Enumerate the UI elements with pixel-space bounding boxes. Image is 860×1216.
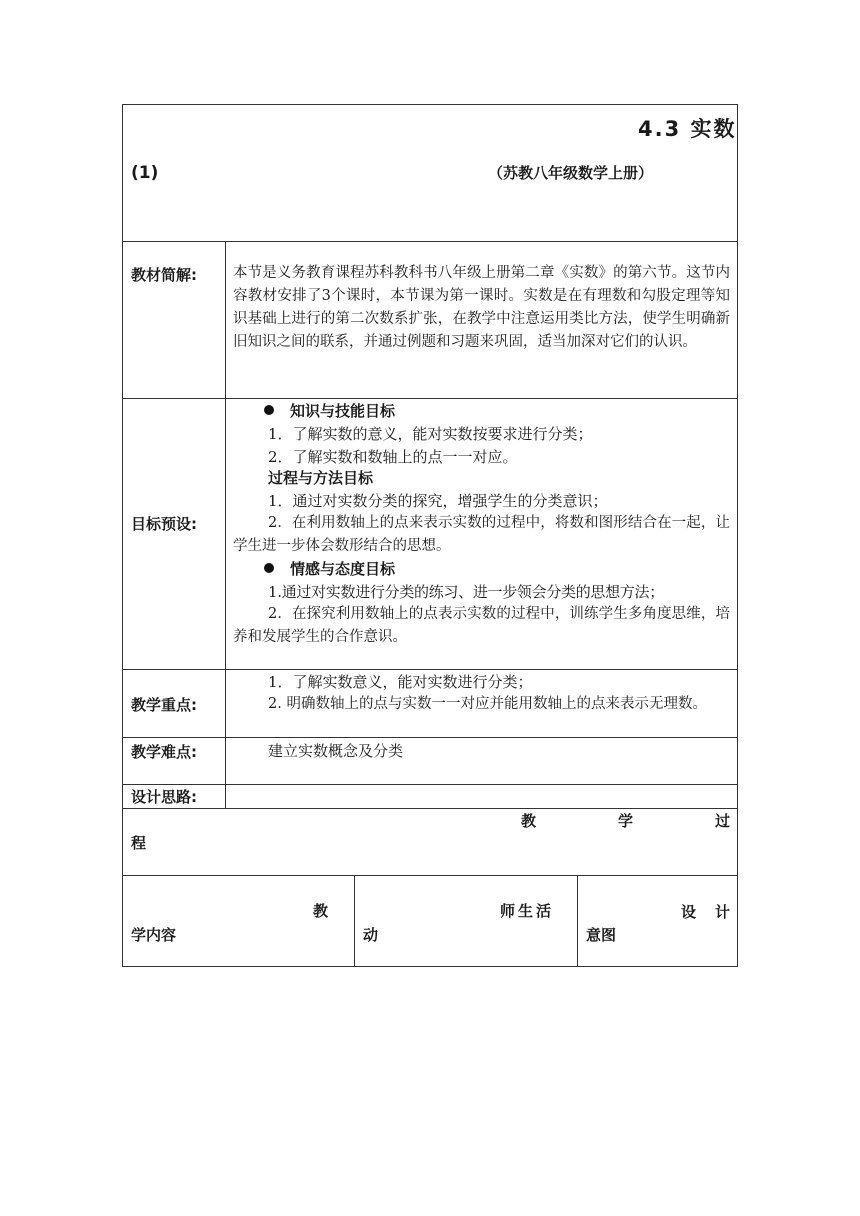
process-title	[521, 810, 730, 831]
intent-head-char: 设	[681, 903, 697, 921]
column-divider	[354, 875, 355, 966]
design-label: 设计思路:	[131, 788, 197, 806]
process-goal-2: 2．在利用数轴上的点来表示实数的过程中，将数和图形结合在一起，让学生进一步体会数形结合的思想。	[233, 515, 730, 554]
book-label: （苏教八年级数学上册）	[488, 164, 654, 182]
process-goal-1: 1．通过对实数分类的探究，增强学生的分类意识；	[268, 492, 608, 510]
emotion-goal-title: 情感与态度目标	[290, 560, 396, 578]
emotion-goal-2: 2．在探究利用数轴上的点表示实数的过程中，训练学生多角度思维，培养和发展学生的合作意识。	[233, 606, 730, 645]
key-point-1: 1．了解实数意义，能对实数进行分类；	[268, 673, 533, 691]
emotion-goal-1: 1.通过对实数进行分类的练习、进一步领会分类的思想方法；	[268, 583, 664, 601]
bullet-icon	[264, 563, 274, 573]
process-title-char: 教	[521, 812, 537, 830]
goals-label: 目标预设:	[131, 515, 197, 533]
intent-column-tail: 意图	[586, 926, 617, 944]
label-column-divider	[225, 241, 226, 808]
activity-column-tail: 动	[363, 926, 379, 944]
row-divider	[122, 669, 738, 670]
key-points-label: 教学重点:	[131, 696, 197, 714]
row-divider	[122, 737, 738, 738]
knowledge-goal-title: 知识与技能目标	[290, 402, 396, 420]
column-divider	[577, 875, 578, 966]
activity-column-head: 师生活	[500, 902, 555, 920]
process-title-char: 过	[714, 812, 730, 830]
process-goal-title: 过程与方法目标	[268, 469, 374, 487]
intro-text: 本节是义务教育课程苏科教科书八年级上册第二章《实数》的第六节。这节内容教材安排了3个课时，本节课为第一课时。实数是在有理数和勾股定理等知识基础上进行的第二次数系扩张，在教学中注意运用类比方法，使学生明确新旧知识之间的联系，并通过例题和习题来巩固，适当加深对它们的认识。	[233, 265, 730, 350]
lesson-number: (1)	[131, 163, 159, 183]
intent-column-head	[681, 901, 730, 922]
intro-label: 教材简解:	[131, 266, 197, 284]
process-title-tail: 程	[131, 834, 147, 852]
key-point-2: 2. 明确数轴上的点与实数一一对应并能用数轴上的点来表示无理数。	[268, 696, 707, 712]
knowledge-goal-heading	[264, 401, 395, 421]
knowledge-goal-1: 1．了解实数的意义，能对实数按要求进行分类；	[268, 425, 593, 443]
content-column-tail: 学内容	[131, 926, 177, 944]
difficulty-label: 教学难点:	[131, 743, 197, 761]
row-divider	[122, 398, 738, 399]
content-column-head: 教	[313, 902, 329, 920]
emotion-goal-heading	[264, 559, 395, 579]
bullet-icon	[264, 405, 274, 415]
column-header-box	[122, 875, 738, 967]
knowledge-goal-2: 2．了解实数和数轴上的点一一对应。	[268, 448, 518, 466]
lesson-title: 4.3 实数	[638, 117, 737, 141]
row-divider	[122, 784, 738, 785]
intent-head-char: 计	[714, 903, 730, 921]
difficulty-text: 建立实数概念及分类	[268, 742, 404, 760]
process-title-char: 学	[617, 812, 633, 830]
